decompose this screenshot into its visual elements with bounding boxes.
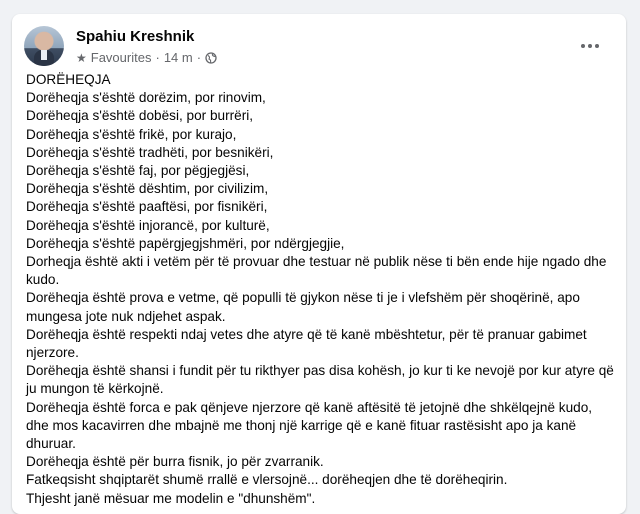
author-name[interactable]: Spahiu Kreshnik xyxy=(76,28,195,45)
meta-dot-separator: · xyxy=(196,50,202,65)
avatar-collar xyxy=(41,50,47,60)
more-options-icon[interactable] xyxy=(572,34,608,58)
post-line: Dorëheqja është për burra fisnik, jo për zvarranik. xyxy=(26,454,324,470)
post-line: Fatkeqsisht shqiptarët shumë rrallë e vlersojnë... dorëheqjen dhe të dorëheqirin. xyxy=(26,472,508,488)
post-header xyxy=(24,26,614,70)
post-card xyxy=(12,14,626,514)
post-line: DORËHEQJA xyxy=(26,72,111,87)
post-line: Dorëheqja s'është papërgjegjshmëri, por ndërgjegjie, xyxy=(26,235,345,251)
author-avatar[interactable] xyxy=(24,26,64,66)
post-line: Dorëheqja s'është injorancë, por kulturë, xyxy=(26,217,270,233)
post-time[interactable]: 14 m xyxy=(163,50,193,65)
post-line: Dorëheqja është prova e vetme, që populli të gjykon nëse ti je i vlefshëm për shoqërinë, apo mungesa jote nuk ndjehet aspak. xyxy=(26,290,580,324)
post-line: Dorëheqja s'është paaftësi, por fisnikëri, xyxy=(26,199,268,215)
post-line: Dorëheqja s'është frikë, por kurajo, xyxy=(26,126,237,142)
audience-label[interactable]: Favourites xyxy=(90,50,152,65)
post-text xyxy=(26,71,616,508)
post-line: Dorëheqja s'është dobësi, por burrëri, xyxy=(26,108,254,124)
post-line: Thjesht janë mësuar me modelin e "dhunshëm". xyxy=(26,490,316,506)
post-line: Dorëheqja s'është dorëzim, por rinovim, xyxy=(26,90,266,106)
post-line: Dorëheqja s'është tradhëti, por besnikëri, xyxy=(26,144,274,160)
post-line: Dorheqja është akti i vetëm për të provuar dhe testuar në publik nëse ti bën ende hije ngado dhe kudo. xyxy=(26,254,607,288)
post-meta xyxy=(76,50,217,65)
globe-icon xyxy=(205,52,217,64)
meta-separator: · xyxy=(155,50,160,65)
star-icon: ★ xyxy=(76,50,87,65)
post-line: Dorëheqja s'është faj, por pëgjegjësi, xyxy=(26,163,250,179)
post-line: Dorëheqja është shansi i fundit për tu rikthyer pas disa kohësh, jo kur ti ke nevojë por kur atyre që ju mungon të kërkojnë. xyxy=(26,363,614,397)
post-line: Dorëheqja është respekti ndaj vetes dhe atyre që të kanë mbështetur, për të pranuar gabimet njerzore. xyxy=(26,326,587,361)
post-line: Dorëheqja është forca e pak qënjeve njerzore që kanë aftësitë të jetojnë dhe shkëlqejnë kudo, dhe mos kacavirren dhe mbajnë me thonj një karrige që e kanë fituar rastësisht apo ja kanë dhuruar. xyxy=(26,399,593,452)
post-line: Dorëheqja s'është dështim, por civilizim, xyxy=(26,181,269,197)
